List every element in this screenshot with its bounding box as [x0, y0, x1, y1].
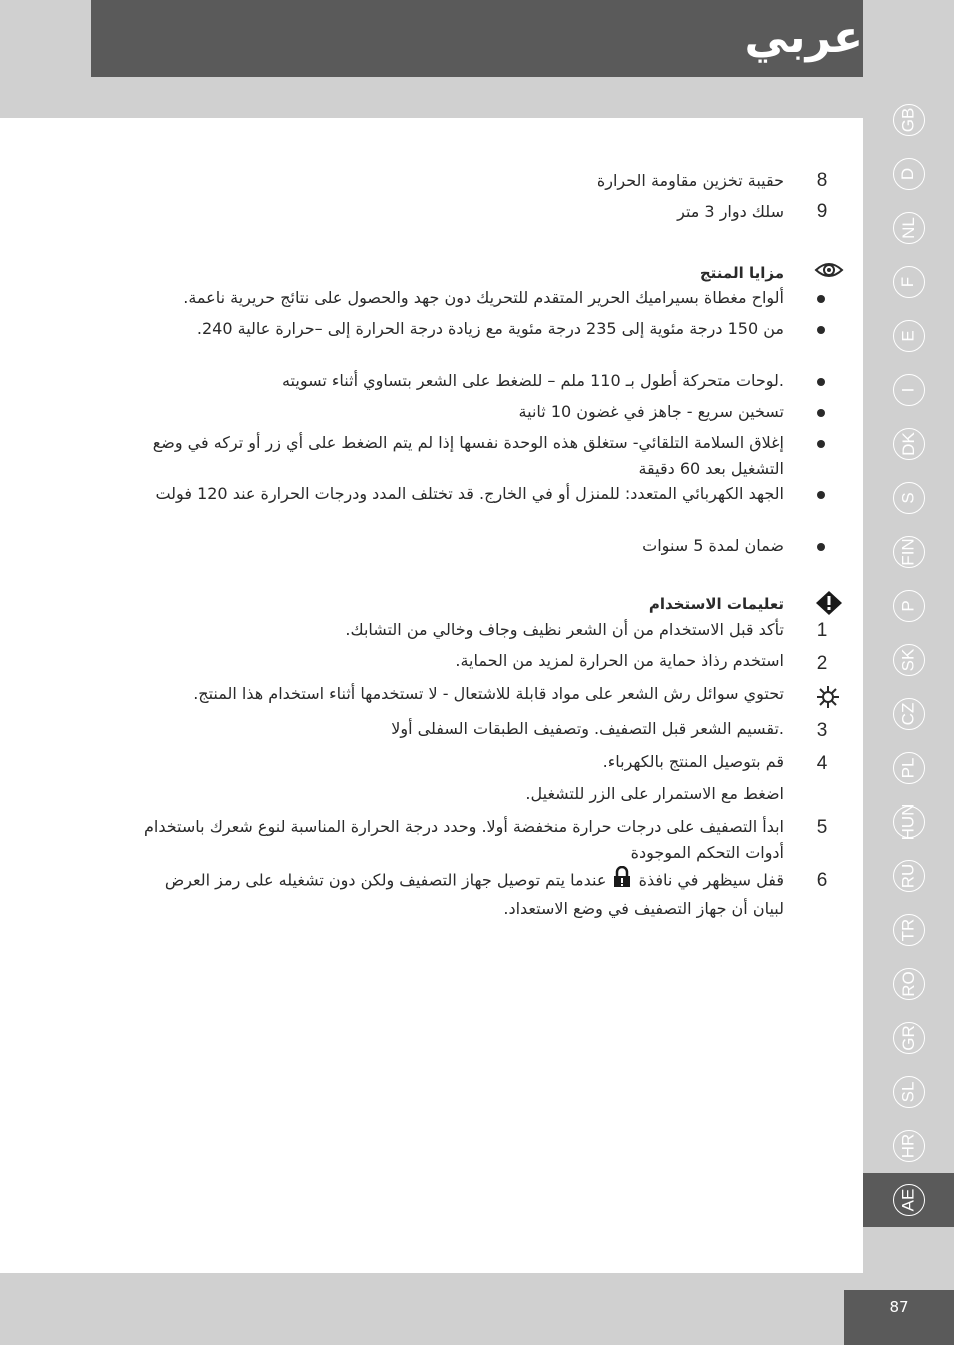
step-text: .تقسيم الشعر قبل التصفيف. وتصفيف الطبقات السفلى أولا — [391, 719, 784, 738]
lang-code: P — [898, 600, 918, 612]
lang-badge — [893, 803, 925, 841]
lang-tab-sk[interactable] — [863, 633, 954, 687]
lang-tab-gb[interactable] — [863, 93, 954, 147]
step-number: 4 — [816, 753, 828, 774]
lang-code: TR — [898, 918, 918, 942]
lang-code: SK — [898, 648, 918, 672]
lang-tab-cz[interactable] — [863, 687, 954, 741]
lang-tab-gr[interactable] — [863, 1011, 954, 1065]
page-title: عربي — [744, 12, 863, 63]
feature-item: الجهد الكهربائي المتعدد: للمنزل أو في الخارج. قد تختلف المدد ودرجات الحرارة عند 120 فولت — [155, 484, 784, 503]
lang-badge — [893, 698, 925, 730]
lock-icon — [613, 866, 631, 896]
feature-item: ألواح مغطاة بسيراميك الحرير المتقدم للتحريك دون جهد والحصول على نتائج حريرية ناعمة. — [183, 288, 784, 307]
lang-badge — [893, 1076, 925, 1108]
part-text: سلك دوار 3 متر — [677, 202, 784, 221]
lang-tab-i[interactable] — [863, 363, 954, 417]
lang-badge — [893, 644, 925, 676]
lang-code: NL — [898, 217, 918, 239]
bullet — [817, 295, 825, 303]
bullet — [817, 409, 825, 417]
flammable-icon — [814, 684, 846, 710]
lang-code: S — [898, 492, 918, 504]
step-text-a: قفل سيظهر في نافذة — [638, 870, 784, 890]
lang-badge — [893, 536, 925, 568]
lang-tab-fin[interactable] — [863, 525, 954, 579]
lang-tab-hun[interactable] — [863, 795, 954, 849]
lang-badge — [893, 590, 925, 622]
step-text: تأكد قبل الاستخدام من أن الشعر نظيف وجاف وخالي من التشابك. — [345, 620, 784, 639]
lang-badge — [893, 752, 925, 784]
lang-tab-tr[interactable] — [863, 903, 954, 957]
lang-badge — [893, 1184, 925, 1216]
lang-code: D — [898, 167, 918, 181]
bullet — [817, 543, 825, 551]
lang-code: HR — [898, 1133, 918, 1159]
lang-code: DK — [898, 432, 918, 456]
lang-badge — [893, 320, 925, 352]
lang-tab-ae[interactable] — [863, 1173, 954, 1227]
lang-badge — [893, 212, 925, 244]
lang-badge — [893, 104, 925, 136]
header-bar — [91, 0, 863, 77]
step-number: 1 — [816, 620, 828, 641]
feature-item: تسخين سريع - جاهز في غضون 10 ثانية — [518, 402, 784, 421]
step-text: اضغط مع الاستمرار على الزر للتشغيل. — [525, 784, 784, 803]
warning-icon — [814, 590, 846, 616]
lang-tab-dk[interactable] — [863, 417, 954, 471]
lang-code: PL — [898, 757, 918, 779]
lang-badge — [893, 428, 925, 460]
footer-band — [337, 1273, 844, 1345]
step-number: 2 — [816, 653, 828, 674]
bullet — [817, 491, 825, 499]
step-number: 5 — [816, 817, 828, 838]
lang-badge — [893, 860, 925, 892]
lang-code: HUN — [898, 803, 918, 841]
part-number: 8 — [816, 170, 828, 191]
part-number: 9 — [816, 201, 828, 222]
lang-code: RU — [898, 863, 918, 889]
lang-badge — [893, 482, 925, 514]
lang-tab-d[interactable] — [863, 147, 954, 201]
page-number: 87 — [844, 1290, 954, 1345]
lang-code: RO — [898, 971, 918, 997]
feature-item: .لوحات متحركة أطول بـ 110 ملم – للضغط على الشعر بتساوي أثناء تسويته — [281, 371, 784, 390]
lang-code: CZ — [898, 702, 918, 726]
lang-tab-hr[interactable] — [863, 1119, 954, 1173]
lang-tab-ru[interactable] — [863, 849, 954, 903]
lang-badge — [893, 914, 925, 946]
lang-tab-f[interactable] — [863, 255, 954, 309]
lang-tab-ro[interactable] — [863, 957, 954, 1011]
lang-tab-s[interactable] — [863, 471, 954, 525]
lang-badge — [893, 968, 925, 1000]
lang-tab-nl[interactable] — [863, 201, 954, 255]
lang-code: F — [898, 276, 918, 288]
lang-badge — [893, 1022, 925, 1054]
step-number: 6 — [816, 870, 828, 891]
bullet — [817, 378, 825, 386]
language-tabs — [863, 93, 954, 1233]
feature-item: إغلاق السلامة التلقائي- ستغلق هذه الوحدة نفسها إذا لم يتم الضغط على أي زر أو تركه في وضع التشغيل بعد 60 دقيقة — [152, 433, 784, 478]
part-text: حقيبة تخزين مقاومة الحرارة — [596, 171, 784, 190]
step-text: استخدم رذاذ حماية من الحرارة لمزيد من الحماية. — [455, 651, 784, 670]
lang-tab-sl[interactable] — [863, 1065, 954, 1119]
lang-tab-pl[interactable] — [863, 741, 954, 795]
step-text: ابدأ التصفيف على درجات حرارة منخفضة أولا. وحدد درجة الحرارة المناسبة لنوع شعرك باستخدام أدوات التحكم الموجودة — [143, 817, 784, 862]
instructions-heading: تعليمات الاستخدام — [648, 595, 784, 613]
lang-code: SL — [898, 1081, 918, 1103]
lang-tab-p[interactable] — [863, 579, 954, 633]
lang-badge — [893, 266, 925, 298]
lang-code: I — [898, 387, 918, 393]
bullet — [817, 326, 825, 334]
step-text: قم بتوصيل المنتج بالكهرباء. — [602, 752, 784, 771]
step-text-b: عندما يتم توصيل جهاز التصفيف ولكن دون تشغيله على رمز العرض لبيان أن جهاز التصفيف في وضع الاستعداد. — [164, 870, 784, 918]
lang-badge — [893, 374, 925, 406]
step-number: 3 — [816, 720, 828, 741]
feature-item: من 150 درجة مئوية إلى 235 درجة مئوية مع زيادة درجة الحرارة إلى –حرارة عالية 240. — [196, 319, 784, 338]
step-text — [164, 866, 784, 922]
features-heading: مزايا المنتج — [699, 264, 784, 282]
eye-icon — [814, 258, 846, 284]
lang-code: GB — [898, 107, 918, 133]
lang-badge — [893, 1130, 925, 1162]
lang-code: GR — [898, 1025, 918, 1051]
feature-item: ضمان لمدة 5 سنوات — [642, 536, 784, 555]
bullet — [817, 440, 825, 448]
lang-code: FIN — [898, 538, 918, 566]
lang-badge — [893, 158, 925, 190]
lang-tab-e[interactable] — [863, 309, 954, 363]
warning-text: تحتوي سوائل رش الشعر على مواد قابلة للاشتعال - لا تستخدمها أثناء استخدام هذا المنتج. — [193, 684, 784, 703]
lang-code: E — [898, 330, 918, 342]
lang-code: AE — [898, 1188, 918, 1212]
